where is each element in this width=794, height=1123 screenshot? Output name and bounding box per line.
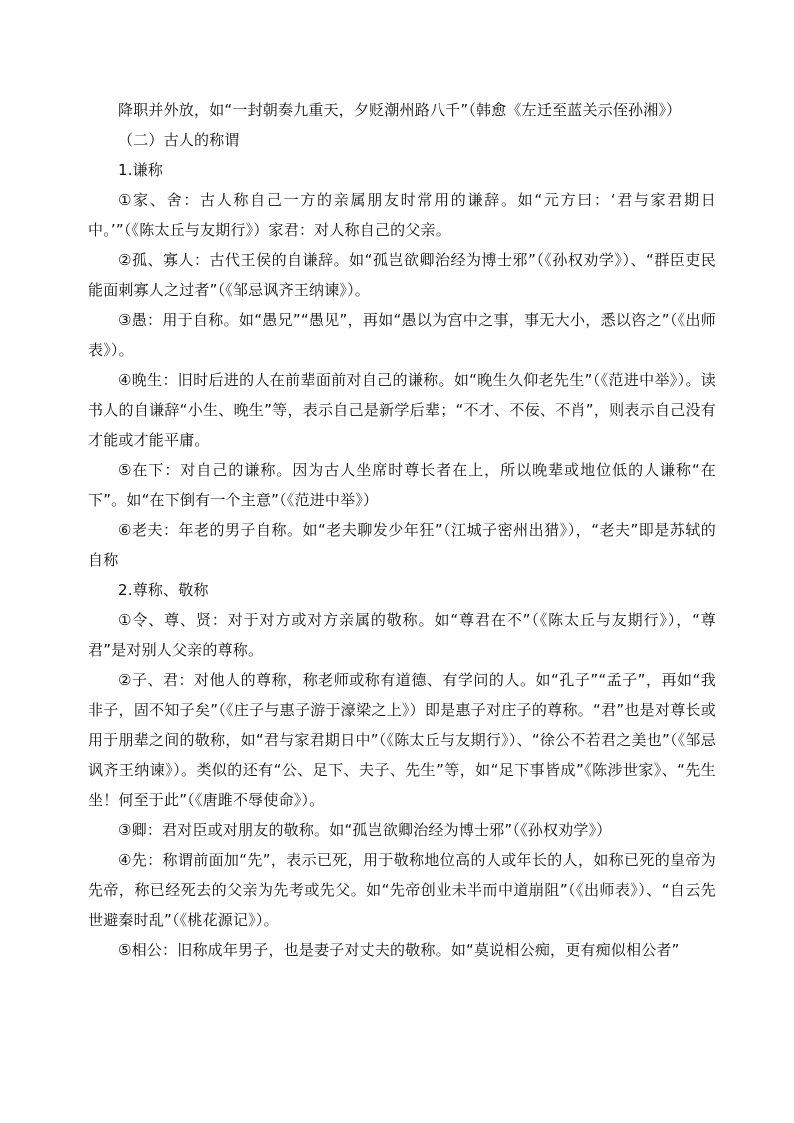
paragraph-laofu: ⑥老夫：年老的男子自称。如“老夫聊发少年狂”（江城子密州出猎》），“老夫”即是苏轼的自称 (88, 521, 716, 569)
subheading-humble-titles: 1.谦称 (118, 161, 164, 179)
paragraph-yu: ③愚：用于自称。如“愚兄”“愚见”，再如“愚以为宫中之事，事无大小，悉以咨之”（《出师表》）。 (88, 311, 716, 359)
subheading-honorific-titles: 2.尊称、敬称 (118, 581, 209, 599)
paragraph-zi-jun: ②子、君：对他人的尊称，称老师或称有道德、有学问的人。如“孔子”“孟子”，再如“我非子，固不知子矣”（《庄子与惠子游于濠梁之上》）即是惠子对庄子的尊称。“君”也是对尊长或用于朋辈之间的敬称，如“君与家君期日中”（《陈太丘与友期行》）、“徐公不若君之美也”（《邹忌讽齐王纳谏》）。类似的还有“公、足下、夫子、先生”等，如“足下事皆成”《陈涉世家》、“先生坐！何至于此”（《唐雎不辱使命》）。 (88, 671, 716, 809)
section-heading-ancient-titles: （二）古人的称谓 (118, 131, 240, 149)
paragraph-ling-zun-xian: ①令、尊、贤：对于对方或对方亲属的敬称。如“尊君在不”（《陈太丘与友期行》），“尊君”是对别人父亲的尊称。 (88, 611, 716, 659)
paragraph-gu-guaren: ②孤、寡人：古代王侯的自谦辞。如“孤岂欲卿治经为博士邪”（《孙权劝学》）、“群臣吏民能面刺寡人之过者”（《邹忌讽齐王纳谏》）。 (88, 251, 716, 299)
paragraph-demotion-example: 降职并外放，如“一封朝奏九重天，夕贬潮州路八千”（韩愈《左迁至蓝关示侄孙湘》） (118, 101, 682, 119)
paragraph-xian: ④先：称谓前面加“先”，表示已死，用于敬称地位高的人或年长的人，如称已死的皇帝为先帝，称已经死去的父亲为先考或先父。如“先帝创业未半而中道崩阻”（《出师表》）、“自云先世避秦时乱”（《桃花源记》）。 (88, 851, 716, 929)
paragraph-wansheng: ④晚生：旧时后进的人在前辈面前对自己的谦称。如“晚生久仰老先生”（《范进中举》）。读书人的自谦辞“小生、晚生”等，表示自己是新学后辈；“不才、不佞、不肖”，则表示自己没有才能或才能平庸。 (88, 371, 716, 449)
paragraph-zaixia: ⑤在下：对自己的谦称。因为古人坐席时尊长者在上，所以晚辈或地位低的人谦称“在下”。如“在下倒有一个主意”（《范进中举》） (88, 461, 716, 509)
paragraph-xianggong: ⑤相公：旧称成年男子，也是妻子对丈夫的敬称。如“莫说相公痴，更有痴似相公者” (118, 941, 680, 959)
document-page (88, 95, 716, 965)
paragraph-qing: ③卿：君对臣或对朋友的敬称。如“孤岂欲卿治经为博士邪”（《孙权劝学》） (118, 821, 612, 839)
paragraph-jia-she: ①家、舍：古人称自己一方的亲属朋友时常用的谦辞。如“元方曰：‘君与家君期日中。’”（《陈太丘与友期行》）家君：对人称自己的父亲。 (88, 191, 716, 239)
